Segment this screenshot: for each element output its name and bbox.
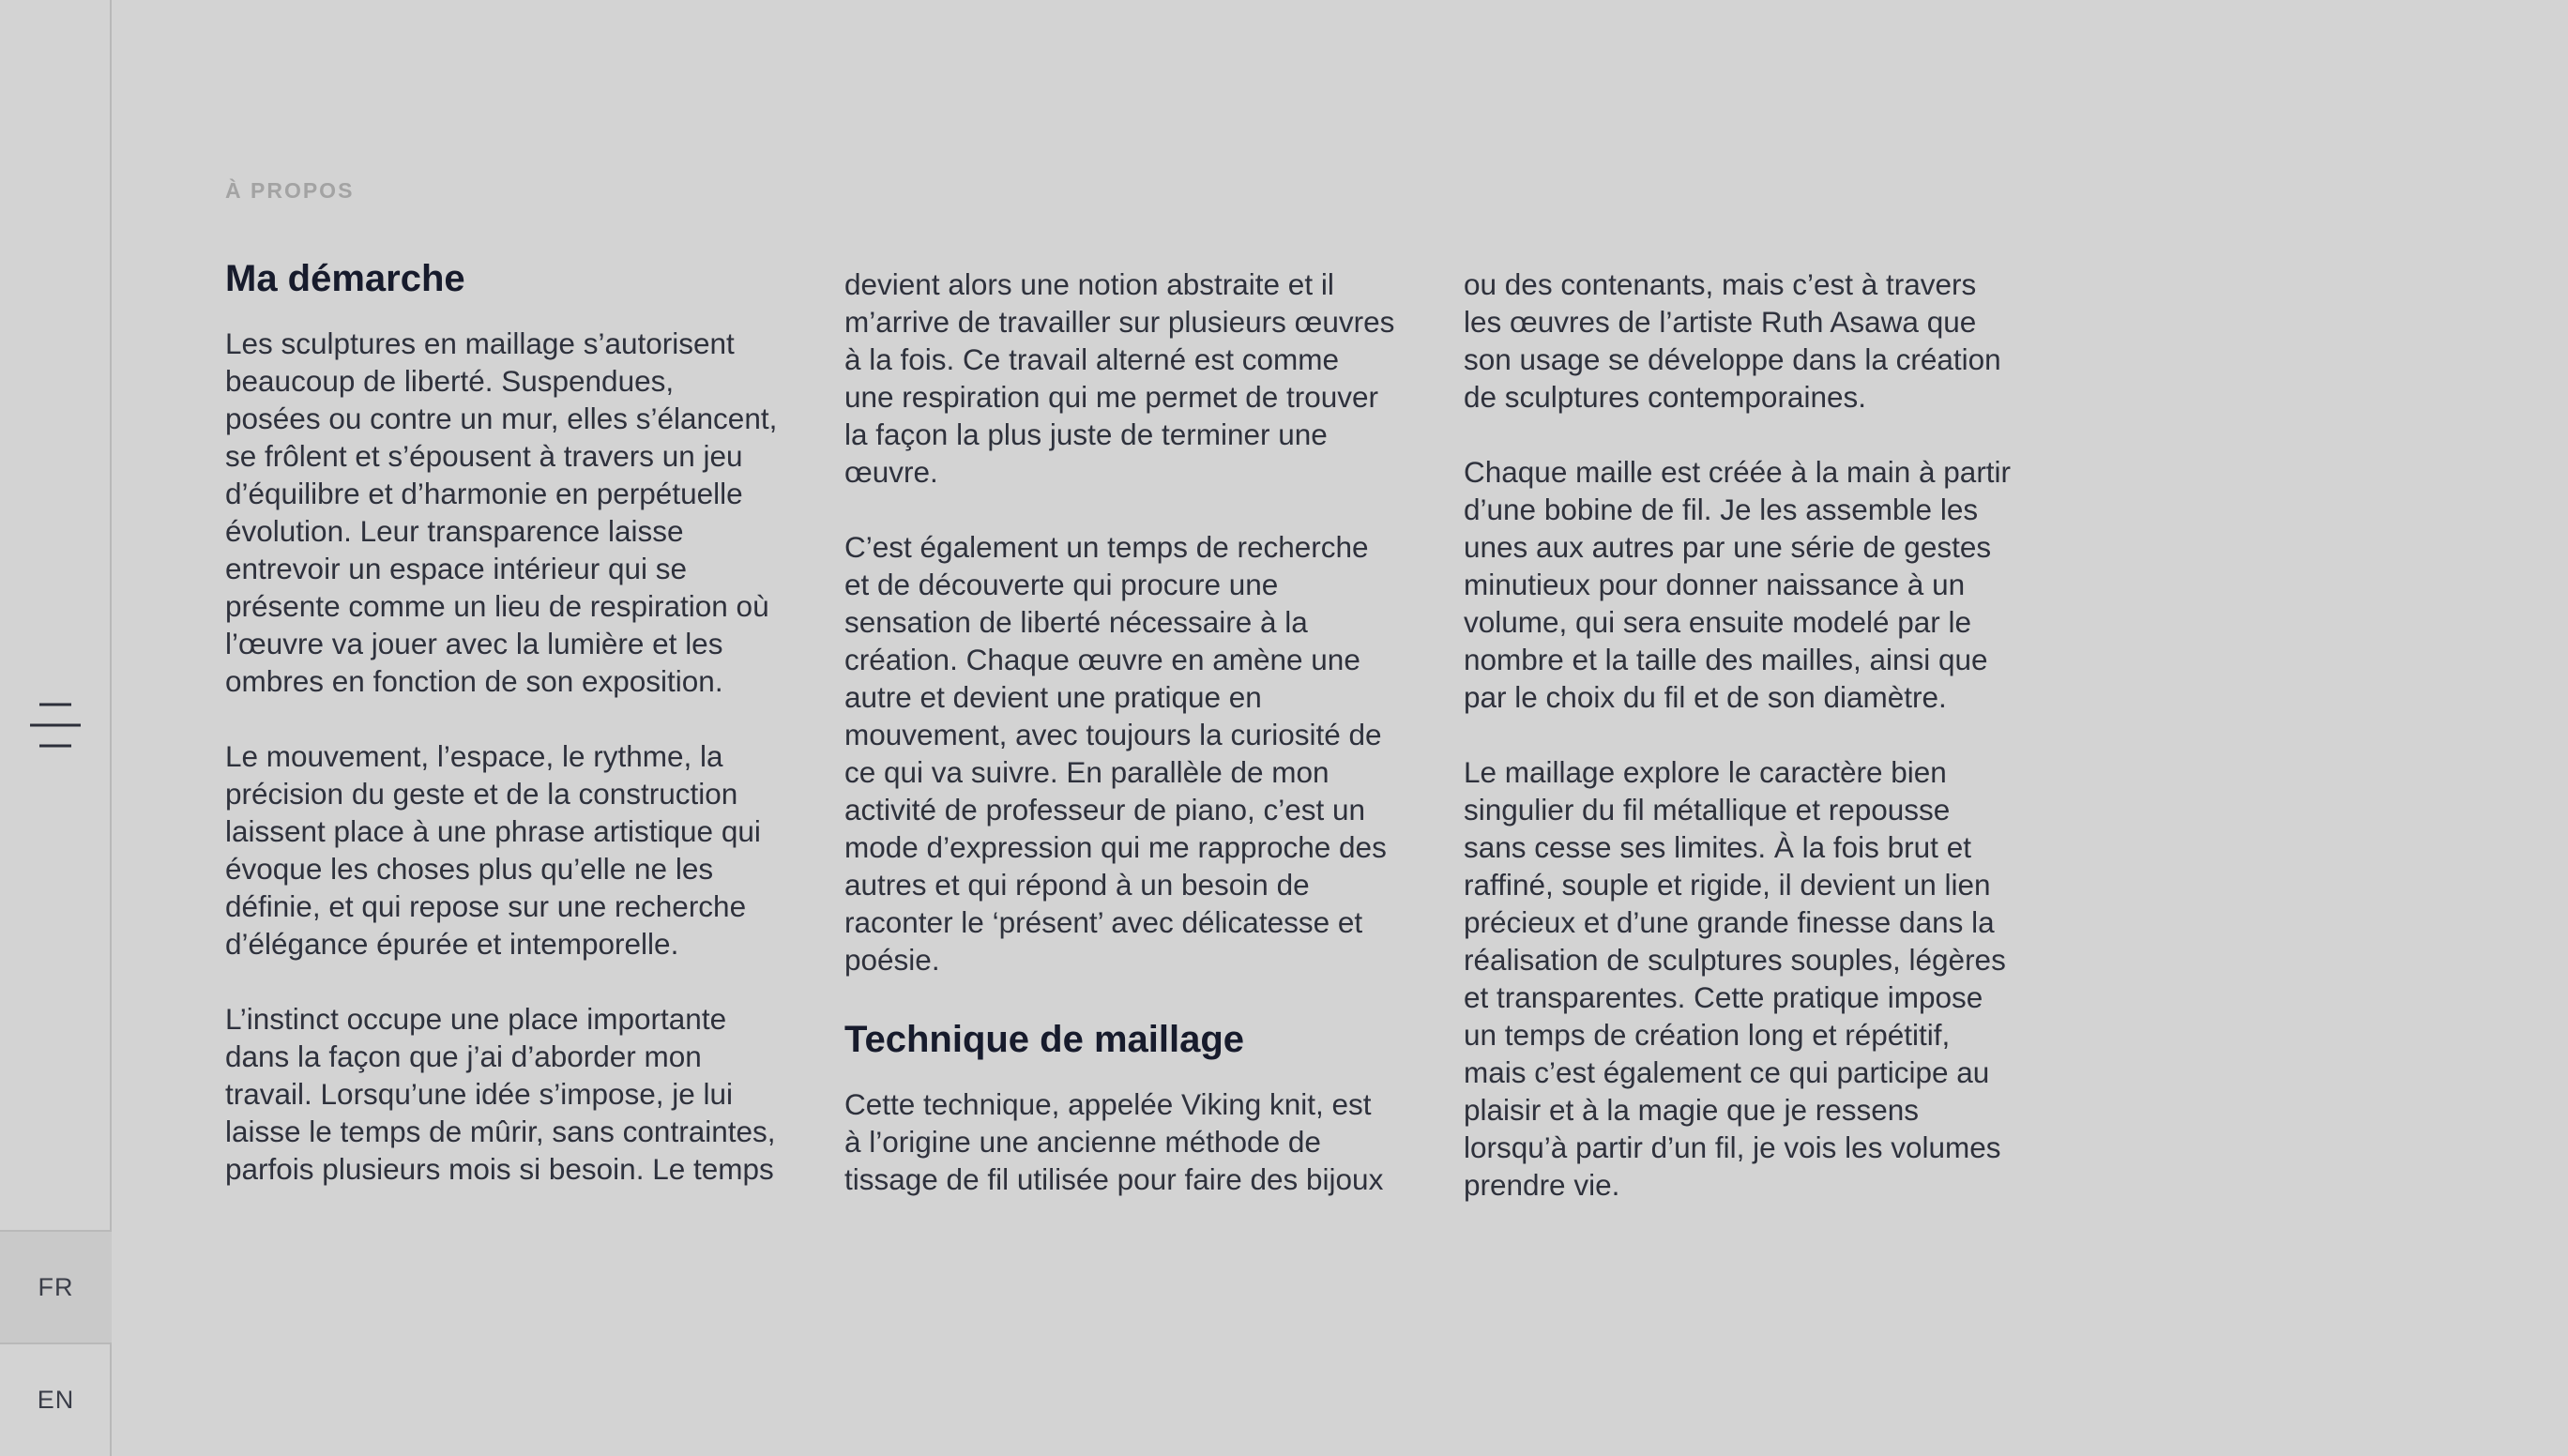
about-section (225, 178, 2083, 1241)
sidebar (0, 0, 112, 1456)
paragraph: Les sculptures en maillage s’autorisent beaucoup de liberté. Suspendues, posées ou contre un mur, elles s’élancent, se frôlent et s’épousent à travers un jeu d’équilibre et d’harmonie en perpétuelle évolution. Leur transparence laisse entrevoir un espace intérieur qui se présente comme un lieu de respiration où l’œuvre va jouer avec la lumière et les ombres en fonction de son exposition. (225, 326, 778, 698)
menu-button[interactable] (26, 696, 84, 754)
language-en-button[interactable]: EN (0, 1342, 112, 1455)
paragraph: C’est également un temps de recherche et de découverte qui procure une sensation de liberté nécessaire à la création. Chaque œuvre en amène une autre et devient une pratique en mouvement, avec toujours la curiosité de ce qui va suivre. En parallèle de mon activité de professeur de piano, c’est un mode d’expression qui me rapproche des autres et qui répond à un besoin de raconter le ‘présent’ avec délicatesse et poésie. (844, 530, 1387, 977)
paragraph: Le maillage explore le caractère bien singulier du fil métallique et repousse sans cesse ses limites. À la fois brut et raffiné, souple et rigide, il devient un lien précieux et d’une grande finesse dans la réalisation de sculptures souples, légères et transparentes. Cette pratique impose un temps de création long et répétitif, mais c’est également ce qui participe au plaisir et à la magie que je ressens lorsqu’à partir d’un fil, je vois les volumes prendre vie. (1464, 755, 2006, 1202)
heading-ma-demarche: Ma démarche (225, 258, 465, 299)
heading-technique-de-maillage: Technique de maillage (844, 1019, 1245, 1060)
paragraph: devient alors une notion abstraite et il m’arrive de travailler sur plusieurs œuvres à la fois. Ce travail alterné est comme une respiration qui me permet de trouver la façon la plus juste de terminer une œuvre. (844, 267, 1395, 489)
paragraph: Chaque maille est créée à la main à partir d’une bobine de fil. Je les assemble les unes aux autres par une série de gestes minutieux pour donner naissance à un volume, qui sera ensuite modelé par le nombre et la taille des mailles, ainsi que par le choix du fil et de son diamètre. (1464, 455, 2012, 714)
column-3 (1464, 265, 2027, 1241)
column-2 (844, 265, 1407, 1241)
paragraph: Le mouvement, l’espace, le rythme, la précision du geste et de la construction laissent place à une phrase artistique qui évoque les choses plus qu’elle ne les définie, et qui repose sur une recherche d’élégance épurée et intemporelle. (225, 739, 761, 961)
hamburger-menu-icon (26, 696, 84, 754)
text-columns (225, 258, 2083, 1241)
language-switcher (0, 1230, 112, 1455)
section-eyebrow: À PROPOS (225, 178, 355, 203)
paragraph: ou des contenants, mais c’est à travers les œuvres de l’artiste Ruth Asawa que son usage se développe dans la création de sculptures contemporaines. (1464, 267, 2001, 414)
paragraph: Cette technique, appelée Viking knit, est à l’origine une ancienne méthode de tissage de fil utilisée pour faire des bijoux (844, 1087, 1384, 1196)
column-1 (225, 258, 788, 1241)
paragraph: L’instinct occupe une place importante dans la façon que j’ai d’aborder mon travail. Lorsqu’une idée s’impose, je lui laisse le temps de mûrir, sans contraintes, parfois plusieurs mois si besoin. Le temps (225, 1002, 776, 1186)
language-fr-button[interactable]: FR (0, 1230, 112, 1342)
